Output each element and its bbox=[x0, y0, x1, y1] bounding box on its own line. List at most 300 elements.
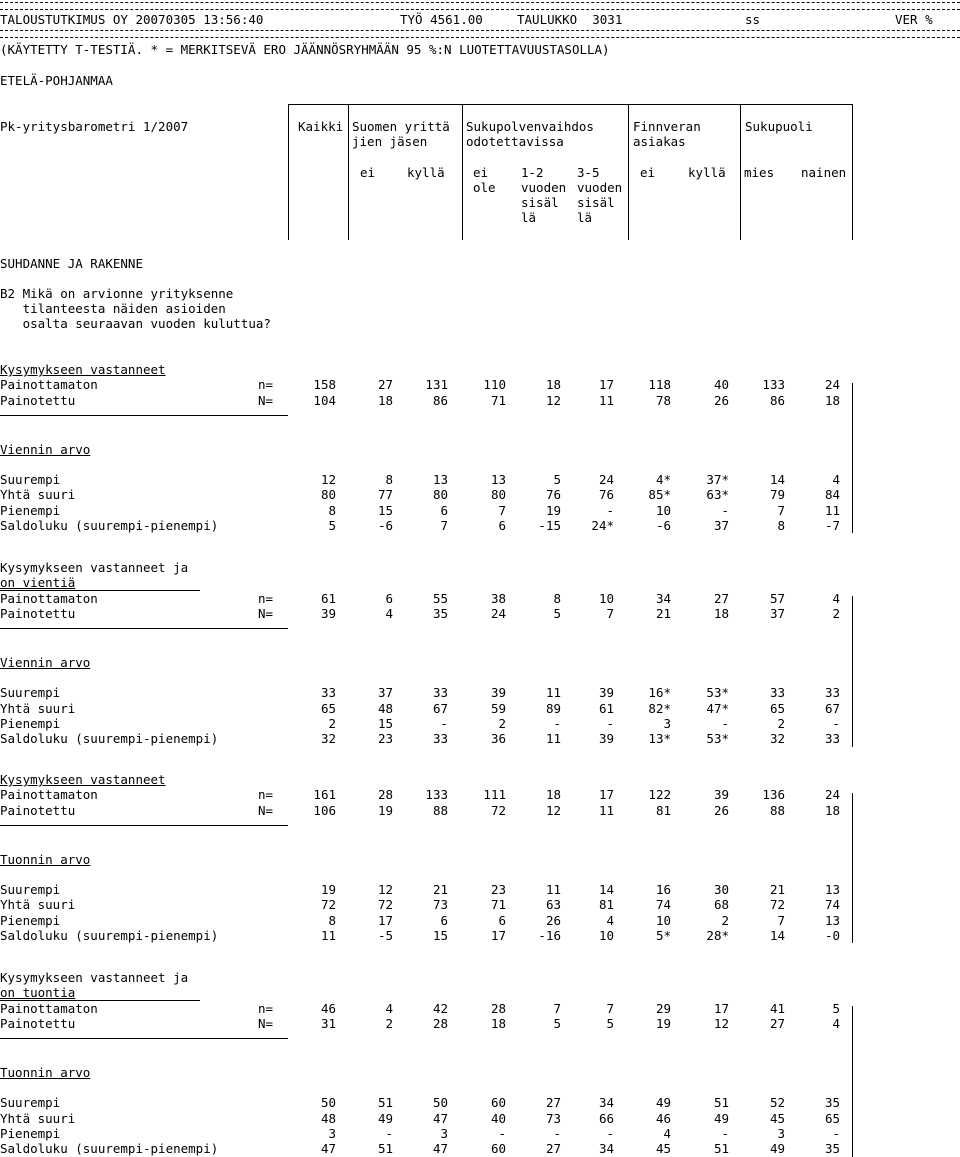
cell: 53* bbox=[706, 731, 729, 746]
cell: 78 bbox=[655, 393, 671, 408]
cell: 65 bbox=[824, 1111, 840, 1126]
cell: 4 bbox=[385, 606, 393, 621]
cell: 16 bbox=[655, 882, 671, 897]
cell: 5 bbox=[832, 1001, 840, 1016]
cell: 8 bbox=[385, 472, 393, 487]
cell: 16* bbox=[648, 685, 671, 700]
cell: 118 bbox=[648, 377, 671, 392]
cell: 7 bbox=[777, 913, 785, 928]
cell: 15 bbox=[377, 503, 393, 518]
cell: 24 bbox=[824, 377, 840, 392]
question-line-1: B2 Mikä on arvionne yrityksenne bbox=[0, 286, 234, 301]
cell: 80 bbox=[320, 487, 336, 502]
cell: 11 bbox=[598, 393, 614, 408]
cell: 76 bbox=[598, 487, 614, 502]
cell: 7 bbox=[553, 1001, 561, 1016]
cell: 27 bbox=[377, 377, 393, 392]
ss-label: ss bbox=[745, 12, 761, 27]
cell: 82* bbox=[648, 701, 671, 716]
value-row-label: Pienempi bbox=[0, 503, 61, 518]
cell: 47 bbox=[432, 1111, 448, 1126]
value-row-label: Pienempi bbox=[0, 1126, 61, 1141]
cell: 2 bbox=[832, 606, 840, 621]
cell: 33 bbox=[432, 731, 448, 746]
cell: 77 bbox=[377, 487, 393, 502]
cell: 39 bbox=[598, 731, 614, 746]
cell: 19 bbox=[545, 503, 561, 518]
cell: 12 bbox=[713, 1016, 729, 1031]
base-title: on tuontia bbox=[0, 985, 76, 1001]
base-title: on vientiä bbox=[0, 575, 76, 591]
cell: 35 bbox=[824, 1141, 840, 1156]
cell: 4 bbox=[832, 472, 840, 487]
base-row-label: Painottamaton bbox=[0, 591, 98, 606]
cell: 28 bbox=[432, 1016, 448, 1031]
cell: 32 bbox=[769, 731, 785, 746]
cell: 18 bbox=[545, 787, 561, 802]
cell: 2 bbox=[328, 716, 336, 731]
header-vline bbox=[288, 104, 289, 240]
cell: 6 bbox=[498, 518, 506, 533]
header-top-line bbox=[288, 104, 852, 105]
cell: 84 bbox=[824, 487, 840, 502]
block-right-border bbox=[852, 1006, 853, 1157]
cell: 72 bbox=[490, 803, 506, 818]
cell: 11 bbox=[824, 503, 840, 518]
cell: 51 bbox=[713, 1095, 729, 1110]
cell: 19 bbox=[320, 882, 336, 897]
cell: 45 bbox=[655, 1141, 671, 1156]
cell: -16 bbox=[538, 928, 561, 943]
base-row-code: N= bbox=[258, 393, 274, 408]
cell: - bbox=[721, 716, 729, 731]
cell: 17 bbox=[490, 928, 506, 943]
sub-35-2: vuoden bbox=[577, 180, 623, 195]
value-title: Tuonnin arvo bbox=[0, 1065, 91, 1080]
cell: 51 bbox=[377, 1141, 393, 1156]
cell: 7 bbox=[440, 518, 448, 533]
cell: - bbox=[606, 503, 614, 518]
cell: 38 bbox=[490, 591, 506, 606]
value-row-label: Pienempi bbox=[0, 716, 61, 731]
cell: 32 bbox=[320, 731, 336, 746]
cell: -6 bbox=[377, 518, 393, 533]
region-title: ETELÄ-POHJANMAA bbox=[0, 73, 113, 88]
cell: 17 bbox=[713, 1001, 729, 1016]
col-finnvera-1: Finnveran bbox=[633, 119, 701, 134]
block-right-border bbox=[852, 793, 853, 943]
cell: 73 bbox=[545, 1111, 561, 1126]
cell: 2 bbox=[777, 716, 785, 731]
cell: 68 bbox=[713, 897, 729, 912]
value-row-label: Saldoluku (suurempi-pienempi) bbox=[0, 1141, 219, 1156]
cell: 111 bbox=[483, 787, 506, 802]
cell: 28 bbox=[490, 1001, 506, 1016]
cell: 23 bbox=[490, 882, 506, 897]
header-vline bbox=[740, 104, 741, 240]
cell: 79 bbox=[769, 487, 785, 502]
cell: -7 bbox=[824, 518, 840, 533]
cell: 59 bbox=[490, 701, 506, 716]
cell: 21 bbox=[769, 882, 785, 897]
value-row-label: Yhtä suuri bbox=[0, 701, 76, 716]
cell: 73 bbox=[432, 897, 448, 912]
base-title: Kysymykseen vastanneet ja bbox=[0, 560, 189, 575]
cell: 5 bbox=[553, 472, 561, 487]
header-rule-bottom bbox=[0, 30, 960, 38]
cell: 88 bbox=[769, 803, 785, 818]
cell: - bbox=[721, 1126, 729, 1141]
cell: 18 bbox=[490, 1016, 506, 1031]
cell: 2 bbox=[498, 716, 506, 731]
col-sukupolven-1: Sukupolvenvaihdos bbox=[466, 119, 594, 134]
col-finnvera-2: asiakas bbox=[633, 134, 686, 149]
cell: 67 bbox=[824, 701, 840, 716]
block-right-border bbox=[852, 596, 853, 747]
cell: 6 bbox=[440, 503, 448, 518]
cell: 89 bbox=[545, 701, 561, 716]
cell: 65 bbox=[320, 701, 336, 716]
cell: 31 bbox=[320, 1016, 336, 1031]
cell: 27 bbox=[713, 591, 729, 606]
cell: 72 bbox=[320, 897, 336, 912]
cell: 10 bbox=[655, 913, 671, 928]
header-vline bbox=[852, 104, 853, 240]
col-suomen-2: jien jäsen bbox=[352, 134, 428, 149]
cell: 7 bbox=[606, 606, 614, 621]
cell: 104 bbox=[313, 393, 336, 408]
cell: 46 bbox=[320, 1001, 336, 1016]
cell: 37 bbox=[769, 606, 785, 621]
block-divider bbox=[0, 1038, 288, 1039]
cell: 41 bbox=[769, 1001, 785, 1016]
cell: - bbox=[832, 716, 840, 731]
cell: 13 bbox=[490, 472, 506, 487]
cell: 18 bbox=[545, 377, 561, 392]
cell: 7 bbox=[777, 503, 785, 518]
cell: 39 bbox=[490, 685, 506, 700]
cell: 39 bbox=[598, 685, 614, 700]
sub-ei-1: ei bbox=[360, 165, 376, 180]
col-kaikki: Kaikki bbox=[298, 119, 344, 134]
value-title: Viennin arvo bbox=[0, 442, 91, 457]
value-title: Tuonnin arvo bbox=[0, 852, 91, 867]
sub-ei-2: ei bbox=[640, 165, 656, 180]
cell: 17 bbox=[377, 913, 393, 928]
cell: - bbox=[832, 1126, 840, 1141]
ver-label: VER % bbox=[895, 12, 933, 27]
value-title: Viennin arvo bbox=[0, 655, 91, 670]
cell: 4 bbox=[832, 1016, 840, 1031]
cell: 36 bbox=[490, 731, 506, 746]
section-title: SUHDANNE JA RAKENNE bbox=[0, 256, 143, 271]
sub-12-3: sisäl bbox=[521, 195, 559, 210]
cell: 26 bbox=[713, 393, 729, 408]
cell: 24 bbox=[490, 606, 506, 621]
value-row-label: Saldoluku (suurempi-pienempi) bbox=[0, 928, 219, 943]
base-row-code: N= bbox=[258, 1016, 274, 1031]
sub-35-4: lä bbox=[577, 210, 593, 225]
cell: - bbox=[440, 716, 448, 731]
cell: 5 bbox=[553, 606, 561, 621]
cell: 49 bbox=[713, 1111, 729, 1126]
cell: 18 bbox=[824, 393, 840, 408]
sub-kylla-2: kyllä bbox=[688, 165, 726, 180]
cell: 12 bbox=[377, 882, 393, 897]
cell: 8 bbox=[777, 518, 785, 533]
base-title: Kysymykseen vastanneet bbox=[0, 772, 166, 787]
cell: 33 bbox=[824, 731, 840, 746]
cell: 122 bbox=[648, 787, 671, 802]
sub-12-2: vuoden bbox=[521, 180, 567, 195]
cell: 13 bbox=[824, 882, 840, 897]
cell: 47 bbox=[432, 1141, 448, 1156]
cell: 74 bbox=[655, 897, 671, 912]
cell: 30 bbox=[713, 882, 729, 897]
cell: 6 bbox=[498, 913, 506, 928]
block-divider bbox=[0, 825, 288, 826]
value-row-label: Suurempi bbox=[0, 882, 61, 897]
base-row-code: N= bbox=[258, 606, 274, 621]
cell: 52 bbox=[769, 1095, 785, 1110]
cell: 48 bbox=[377, 701, 393, 716]
base-row-label: Painotettu bbox=[0, 606, 76, 621]
cell: 7 bbox=[606, 1001, 614, 1016]
base-row-code: n= bbox=[258, 787, 274, 802]
cell: 67 bbox=[432, 701, 448, 716]
cell: 26 bbox=[545, 913, 561, 928]
cell: 5* bbox=[655, 928, 671, 943]
cell: 10 bbox=[598, 928, 614, 943]
sub-ei-ole-1: ei bbox=[473, 165, 489, 180]
cell: 8 bbox=[328, 503, 336, 518]
cell: -0 bbox=[824, 928, 840, 943]
cell: 50 bbox=[432, 1095, 448, 1110]
job-number: TYÖ 4561.00 bbox=[400, 12, 483, 27]
cell: - bbox=[721, 503, 729, 518]
cell: - bbox=[553, 1126, 561, 1141]
cell: 24 bbox=[598, 472, 614, 487]
cell: 63* bbox=[706, 487, 729, 502]
cell: 19 bbox=[655, 1016, 671, 1031]
method-note: (KÄYTETTY T-TESTIÄ. * = MERKITSEVÄ ERO JÄÄNNÖSRYHMÄÄN 95 %:N LUOTETTAVUUSTASOLLA) bbox=[0, 42, 610, 57]
cell: 14 bbox=[769, 928, 785, 943]
cell: 14 bbox=[769, 472, 785, 487]
question-line-3: osalta seuraavan vuoden kuluttua? bbox=[0, 316, 271, 331]
cell: 11 bbox=[598, 803, 614, 818]
cell: 2 bbox=[385, 1016, 393, 1031]
cell: 29 bbox=[655, 1001, 671, 1016]
question-line-2: tilanteesta näiden asioiden bbox=[0, 301, 226, 316]
cell: 18 bbox=[713, 606, 729, 621]
cell: 86 bbox=[769, 393, 785, 408]
cell: 11 bbox=[320, 928, 336, 943]
cell: 65 bbox=[769, 701, 785, 716]
cell: 27 bbox=[769, 1016, 785, 1031]
cell: 15 bbox=[377, 716, 393, 731]
cell: 49 bbox=[769, 1141, 785, 1156]
cell: - bbox=[498, 1126, 506, 1141]
cell: 23 bbox=[377, 731, 393, 746]
cell: 18 bbox=[377, 393, 393, 408]
cell: 17 bbox=[598, 377, 614, 392]
cell: 34 bbox=[655, 591, 671, 606]
cell: 55 bbox=[432, 591, 448, 606]
cell: 35 bbox=[824, 1095, 840, 1110]
cell: 7 bbox=[498, 503, 506, 518]
cell: 24 bbox=[824, 787, 840, 802]
cell: 50 bbox=[320, 1095, 336, 1110]
cell: 133 bbox=[425, 787, 448, 802]
col-sukupuoli: Sukupuoli bbox=[745, 119, 813, 134]
header-vline bbox=[462, 104, 463, 240]
cell: 8 bbox=[553, 591, 561, 606]
cell: 34 bbox=[598, 1141, 614, 1156]
cell: 80 bbox=[490, 487, 506, 502]
sub-nainen: nainen bbox=[801, 165, 847, 180]
base-row-code: N= bbox=[258, 803, 274, 818]
cell: 4 bbox=[663, 1126, 671, 1141]
sub-35-3: sisäl bbox=[577, 195, 615, 210]
report-id: TALOUSTUTKIMUS OY 20070305 13:56:40 bbox=[0, 12, 264, 27]
cell: 24* bbox=[591, 518, 614, 533]
cell: 4 bbox=[606, 913, 614, 928]
cell: - bbox=[553, 716, 561, 731]
cell: 46 bbox=[655, 1111, 671, 1126]
cell: 4* bbox=[655, 472, 671, 487]
cell: 76 bbox=[545, 487, 561, 502]
cell: 4 bbox=[832, 591, 840, 606]
cell: 42 bbox=[432, 1001, 448, 1016]
cell: 40 bbox=[490, 1111, 506, 1126]
cell: 37 bbox=[713, 518, 729, 533]
cell: 33 bbox=[432, 685, 448, 700]
cell: 21 bbox=[655, 606, 671, 621]
cell: 48 bbox=[320, 1111, 336, 1126]
cell: 86 bbox=[432, 393, 448, 408]
cell: 26 bbox=[713, 803, 729, 818]
cell: 13 bbox=[824, 913, 840, 928]
base-row-label: Painotettu bbox=[0, 393, 76, 408]
cell: 49 bbox=[655, 1095, 671, 1110]
sub-35-1: 3-5 bbox=[577, 165, 600, 180]
cell: 34 bbox=[598, 1095, 614, 1110]
cell: 3 bbox=[777, 1126, 785, 1141]
cell: 12 bbox=[545, 803, 561, 818]
cell: 21 bbox=[432, 882, 448, 897]
value-row-label: Suurempi bbox=[0, 1095, 61, 1110]
value-row-label: Saldoluku (suurempi-pienempi) bbox=[0, 518, 219, 533]
cell: 37* bbox=[706, 472, 729, 487]
cell: 71 bbox=[490, 393, 506, 408]
value-row-label: Yhtä suuri bbox=[0, 1111, 76, 1126]
cell: 51 bbox=[713, 1141, 729, 1156]
cell: 51 bbox=[377, 1095, 393, 1110]
base-row-code: n= bbox=[258, 377, 274, 392]
cell: -5 bbox=[377, 928, 393, 943]
cell: 13 bbox=[432, 472, 448, 487]
base-row-code: n= bbox=[258, 591, 274, 606]
value-row-label: Pienempi bbox=[0, 913, 61, 928]
cell: 27 bbox=[545, 1095, 561, 1110]
cell: 71 bbox=[490, 897, 506, 912]
block-right-border bbox=[852, 383, 853, 533]
cell: 2 bbox=[721, 913, 729, 928]
sub-kylla-1: kyllä bbox=[407, 165, 445, 180]
sub-ei-ole-2: ole bbox=[473, 180, 496, 195]
cell: 5 bbox=[328, 518, 336, 533]
cell: 4 bbox=[385, 1001, 393, 1016]
cell: 57 bbox=[769, 591, 785, 606]
cell: 6 bbox=[385, 591, 393, 606]
col-sukupolven-2: odotettavissa bbox=[466, 134, 564, 149]
cell: 40 bbox=[713, 377, 729, 392]
cell: 131 bbox=[425, 377, 448, 392]
cell: 37 bbox=[377, 685, 393, 700]
cell: - bbox=[606, 716, 614, 731]
cell: 10 bbox=[598, 591, 614, 606]
cell: 53* bbox=[706, 685, 729, 700]
cell: - bbox=[385, 1126, 393, 1141]
cell: 66 bbox=[598, 1111, 614, 1126]
cell: - bbox=[606, 1126, 614, 1141]
cell: 39 bbox=[320, 606, 336, 621]
cell: 27 bbox=[545, 1141, 561, 1156]
header-vline bbox=[628, 104, 629, 240]
cell: 81 bbox=[598, 897, 614, 912]
cell: 61 bbox=[320, 591, 336, 606]
cell: 12 bbox=[320, 472, 336, 487]
base-row-code: n= bbox=[258, 1001, 274, 1016]
cell: 14 bbox=[598, 882, 614, 897]
cell: 60 bbox=[490, 1141, 506, 1156]
cell: 33 bbox=[769, 685, 785, 700]
cell: 11 bbox=[545, 882, 561, 897]
cell: 45 bbox=[769, 1111, 785, 1126]
cell: 133 bbox=[762, 377, 785, 392]
value-row-label: Suurempi bbox=[0, 472, 61, 487]
cell: 158 bbox=[313, 377, 336, 392]
base-title: Kysymykseen vastanneet bbox=[0, 362, 166, 377]
cell: -15 bbox=[538, 518, 561, 533]
cell: 6 bbox=[440, 913, 448, 928]
cell: 28* bbox=[706, 928, 729, 943]
cell: 11 bbox=[545, 685, 561, 700]
cell: 3 bbox=[663, 716, 671, 731]
cell: 63 bbox=[545, 897, 561, 912]
value-row-label: Yhtä suuri bbox=[0, 897, 76, 912]
block-divider bbox=[0, 415, 288, 416]
cell: 72 bbox=[769, 897, 785, 912]
cell: 136 bbox=[762, 787, 785, 802]
cell: 47 bbox=[320, 1141, 336, 1156]
cell: 81 bbox=[655, 803, 671, 818]
cell: 85* bbox=[648, 487, 671, 502]
cell: 11 bbox=[545, 731, 561, 746]
base-row-label: Painotettu bbox=[0, 1016, 76, 1031]
cell: 3 bbox=[440, 1126, 448, 1141]
table-number: TAULUKKO 3031 bbox=[517, 12, 623, 27]
cell: 74 bbox=[824, 897, 840, 912]
base-title: Kysymykseen vastanneet ja bbox=[0, 970, 189, 985]
cell: 47* bbox=[706, 701, 729, 716]
cell: 49 bbox=[377, 1111, 393, 1126]
cell: 72 bbox=[377, 897, 393, 912]
cell: 15 bbox=[432, 928, 448, 943]
sub-12-1: 1-2 bbox=[521, 165, 544, 180]
base-row-label: Painottamaton bbox=[0, 1001, 98, 1016]
cell: 13* bbox=[648, 731, 671, 746]
